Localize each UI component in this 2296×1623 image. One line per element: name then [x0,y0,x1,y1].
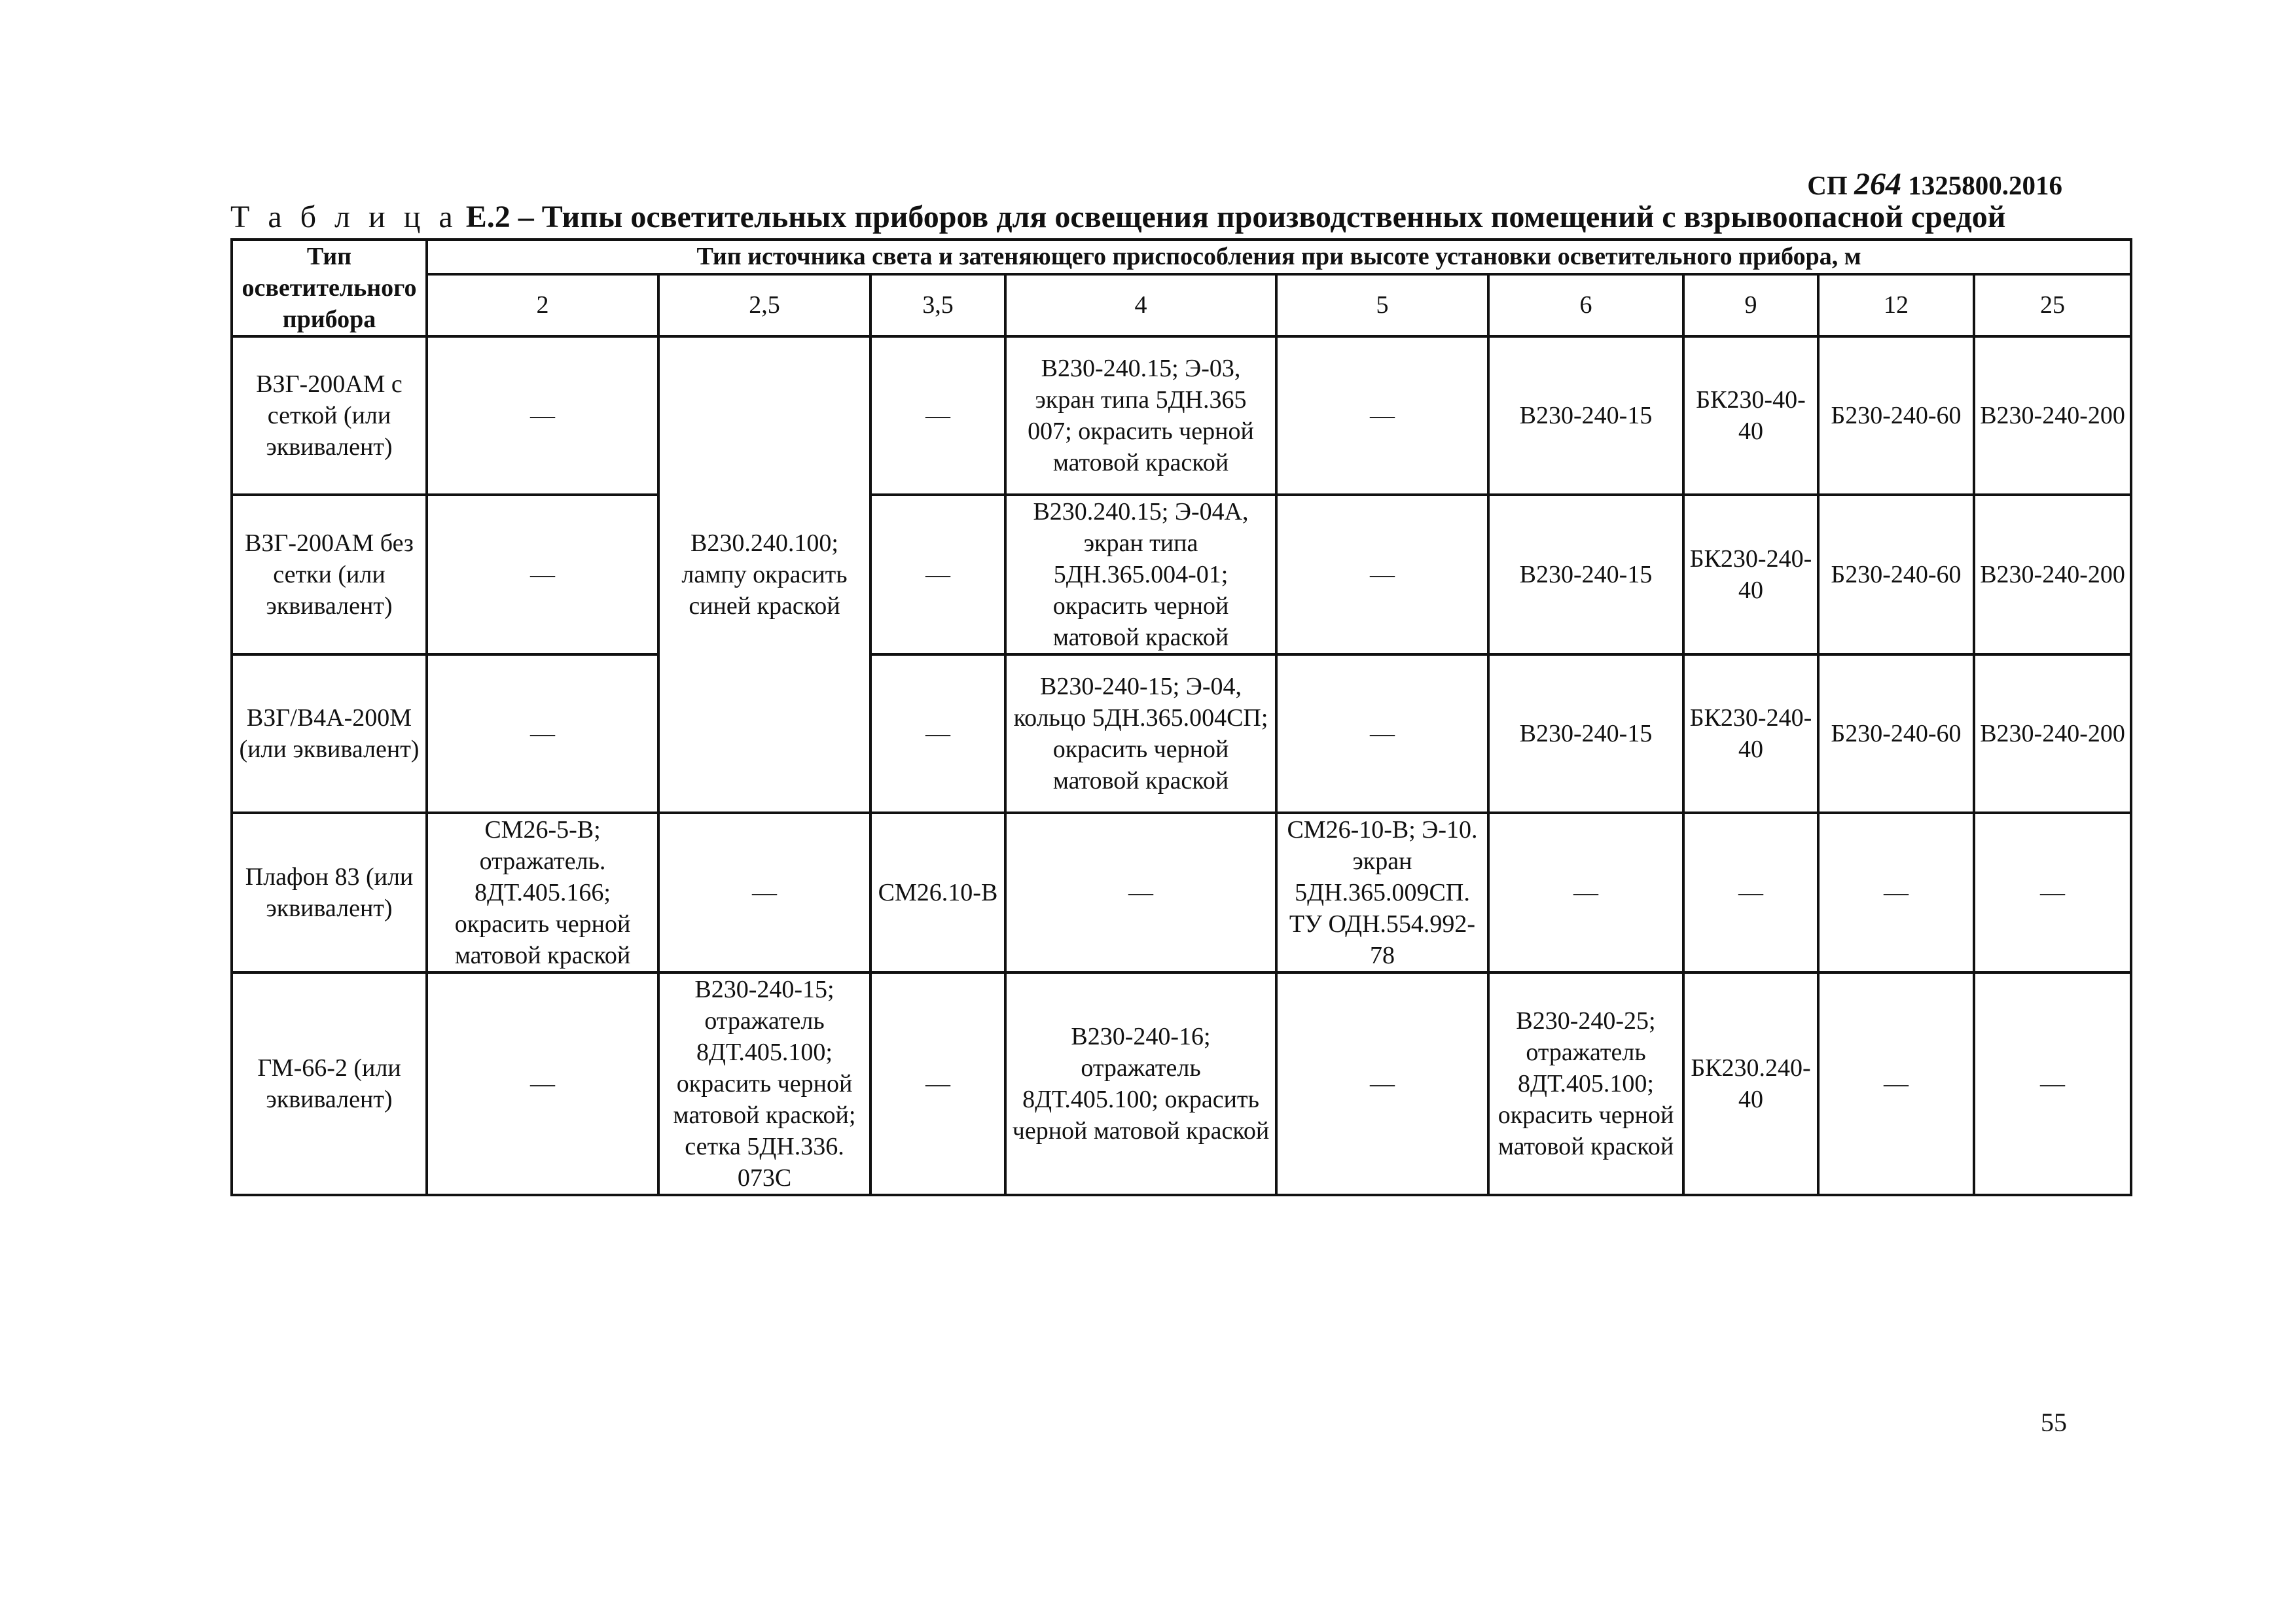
table-title-text: – Типы осветительных приборов для освещения производственных помещений с взрывоопасной средой [518,200,2006,234]
table-title [230,199,2005,235]
cell-h2: — [427,336,658,495]
cell-h3-5: — [870,654,1005,813]
header-device-type: Тип осветительного прибора [232,240,427,336]
document-code [1807,166,2062,202]
cell-h9: БК230-40-40 [1683,336,1818,495]
cell-h2-5: — [658,813,870,972]
header-height-12: 12 [1818,274,1974,336]
doc-code-prefix: СП [1807,170,1848,200]
cell-h6: В230-240-15 [1488,654,1683,813]
lighting-devices-table [230,238,2132,1196]
cell-h5: — [1276,495,1488,654]
cell-h6: — [1488,813,1683,972]
page-number: 55 [2041,1408,2067,1437]
cell-h4: — [1005,813,1276,972]
cell-h4: В230-240-15; Э-04, кольцо 5ДН.365.004СП; окрасить черной матовой краской [1005,654,1276,813]
cell-h12: Б230-240-60 [1818,336,1974,495]
cell-h3-5: СМ26.10-В [870,813,1005,972]
cell-h3-5: — [870,336,1005,495]
cell-h25: В230-240-200 [1974,336,2131,495]
table-row [232,336,2131,495]
device-name: ВЗГ-200АМ с сеткой (или эквивалент) [232,336,427,495]
header-height-5: 5 [1276,274,1488,336]
cell-h6: В230-240-25; отражатель 8ДТ.405.100; окрасить черной матовой краской [1488,972,1683,1195]
cell-h5: — [1276,336,1488,495]
cell-h4: В230-240.15; Э-03, экран типа 5ДН.365 007; окрасить черной матовой краской [1005,336,1276,495]
table-row [232,654,2131,813]
cell-h25: В230-240-200 [1974,495,2131,654]
table-row [232,495,2131,654]
cell-h4: В230.240.15; Э-04А, экран типа 5ДН.365.004-01; окрасить черной матовой краской [1005,495,1276,654]
cell-h5: — [1276,654,1488,813]
cell-h2: СМ26-5-В; отражатель. 8ДТ.405.166; окрасить черной матовой краской [427,813,658,972]
device-name: ВЗГ-200АМ без сетки (или эквивалент) [232,495,427,654]
cell-h2: — [427,654,658,813]
header-height-2-5: 2,5 [658,274,870,336]
cell-h25: — [1974,813,2131,972]
merged-cell-h2-5: В230.240.100; лампу окрасить синей краской [658,336,870,813]
cell-h2: — [427,495,658,654]
device-name: ВЗГ/В4А-200М (или эквивалент) [232,654,427,813]
handwritten-number: 264 [1854,167,1901,202]
cell-h2-5: В230-240-15; отражатель 8ДТ.405.100; окрасить черной матовой краской; сетка 5ДН.336. 073С [658,972,870,1195]
header-height-9: 9 [1683,274,1818,336]
doc-code-number: 1325800.2016 [1908,170,2062,200]
cell-h2: — [427,972,658,1195]
table-title-number: Е.2 [465,200,511,234]
table-row [232,813,2131,972]
device-name: ГМ-66-2 (или эквивалент) [232,972,427,1195]
cell-h6: В230-240-15 [1488,336,1683,495]
header-height-2: 2 [427,274,658,336]
cell-h12: — [1818,813,1974,972]
header-height-4: 4 [1005,274,1276,336]
table-title-label: Т а б л и ц а [230,200,458,234]
cell-h25: В230-240-200 [1974,654,2131,813]
header-light-source: Тип источника света и затеняющего приспособления при высоте установки осветительного прибора, м [427,240,2131,274]
cell-h3-5: — [870,972,1005,1195]
cell-h5: СМ26-10-В; Э-10. экран 5ДН.365.009СП. ТУ ОДН.554.992- 78 [1276,813,1488,972]
cell-h25: — [1974,972,2131,1195]
cell-h3-5: — [870,495,1005,654]
cell-h9: — [1683,813,1818,972]
cell-h9: БК230.240-40 [1683,972,1818,1195]
device-name: Плафон 83 (или эквивалент) [232,813,427,972]
header-height-3-5: 3,5 [870,274,1005,336]
cell-h9: БК230-240-40 [1683,495,1818,654]
table-row [232,972,2131,1195]
cell-h12: Б230-240-60 [1818,495,1974,654]
cell-h9: БК230-240-40 [1683,654,1818,813]
cell-h12: — [1818,972,1974,1195]
header-height-6: 6 [1488,274,1683,336]
cell-h4: В230-240-16; отражатель 8ДТ.405.100; окрасить черной матовой краской [1005,972,1276,1195]
cell-h12: Б230-240-60 [1818,654,1974,813]
cell-h5: — [1276,972,1488,1195]
cell-h6: В230-240-15 [1488,495,1683,654]
header-height-25: 25 [1974,274,2131,336]
